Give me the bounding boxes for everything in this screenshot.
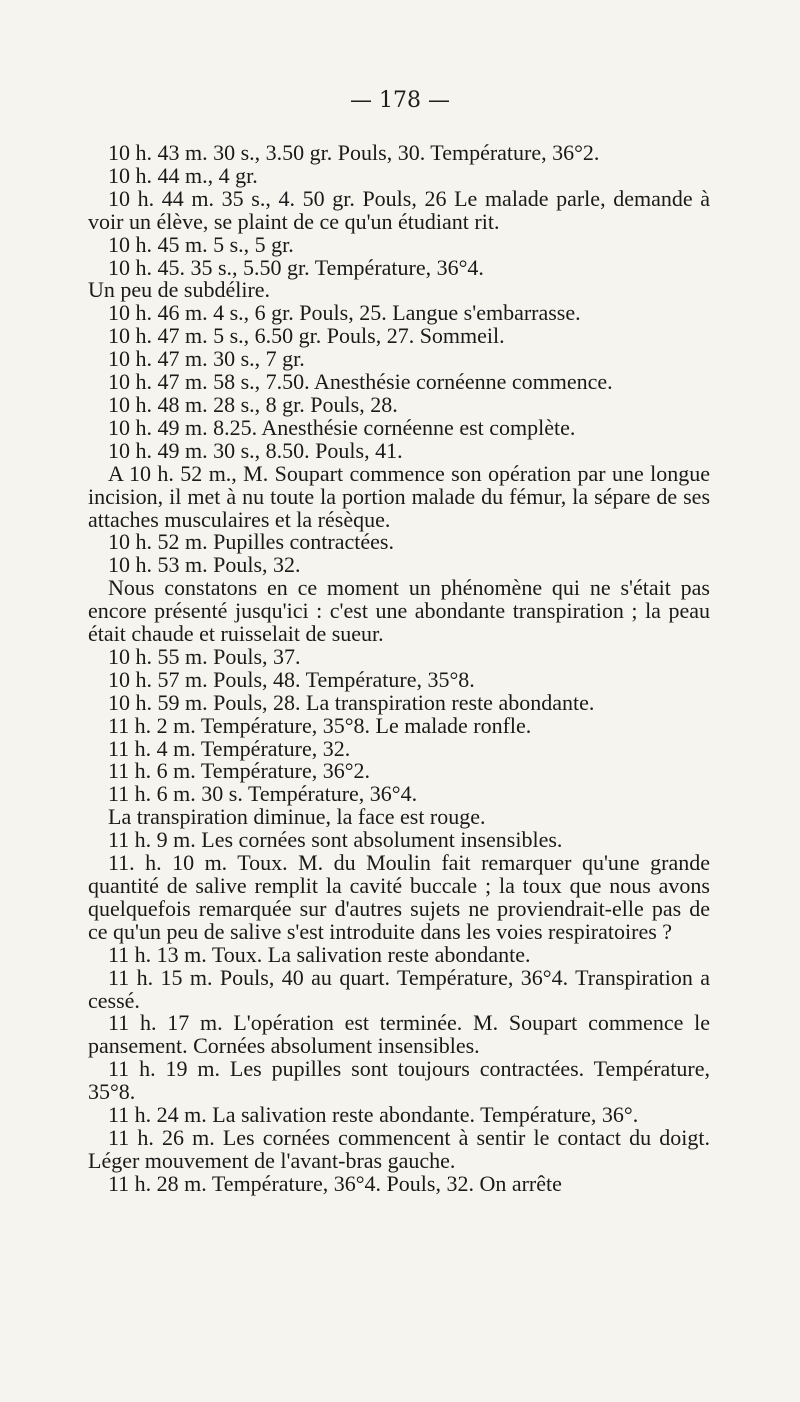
paragraph: 11 h. 4 m. Température, 32. bbox=[108, 735, 351, 761]
paragraph: 10 h. 45 m. 5 s., 5 gr. bbox=[108, 231, 294, 257]
paragraph: La transpiration diminue, la face est rouge. bbox=[108, 804, 486, 830]
paragraph: 10 h. 44 m. 35 s., 4. 50 gr. Pouls, 26 Le malade parle, demande à voir un élève, se plaint de ce qu'un étudiant rit. bbox=[88, 185, 710, 234]
paragraph: 10 h. 55 m. Pouls, 37. bbox=[108, 643, 301, 669]
paragraph: 10 h. 47 m. 58 s., 7.50. Anesthésie cornéenne commence. bbox=[108, 369, 613, 395]
paragraph: 10 h. 53 m. Pouls, 32. bbox=[108, 552, 301, 578]
paragraph: 10 h. 44 m., 4 gr. bbox=[108, 162, 258, 188]
paragraph: 11 h. 9 m. Les cornées sont absolument insensibles. bbox=[108, 827, 563, 853]
paragraph: 11 h. 26 m. Les cornées commencent à sentir le contact du doigt. Léger mouvement de l'avant-bras gauche. bbox=[88, 1124, 710, 1173]
paragraph: 11 h. 6 m. 30 s. Température, 36°4. bbox=[108, 781, 418, 807]
paragraph: 10 h. 57 m. Pouls, 48. Température, 35°8. bbox=[108, 666, 475, 692]
page-number: — 178 — bbox=[350, 88, 450, 113]
paragraph: 11 h. 17 m. L'opération est terminée. M. Soupart commence le pansement. Cornées absolument insensibles. bbox=[88, 1010, 710, 1059]
paragraph: 10 h. 49 m. 8.25. Anesthésie cornéenne est complète. bbox=[108, 414, 576, 440]
paragraph: 10 h. 45. 35 s., 5.50 gr. Température, 36°4. bbox=[108, 254, 484, 280]
paragraph: 10 h. 52 m. Pupilles contractées. bbox=[108, 529, 394, 555]
paragraph: 11 h. 6 m. Température, 36°2. bbox=[108, 758, 371, 784]
paragraph: 10 h. 49 m. 30 s., 8.50. Pouls, 41. bbox=[108, 437, 403, 463]
paragraph: 11. h. 10 m. Toux. M. du Moulin fait remarquer qu'une grande quantité de salive remplit la cavité buccale ; la toux que nous avons quelquefois remarquée sur d'autres sujets ne proviendrait-elle pas de ce qu'un peu de salive s'est introduite dans les voies respiratoires ? bbox=[88, 850, 710, 944]
paragraph: 10 h. 46 m. 4 s., 6 gr. Pouls, 25. Langue s'embarrasse. bbox=[108, 300, 581, 326]
paragraph: 11 h. 13 m. Toux. La salivation reste abondante. bbox=[108, 941, 531, 967]
body-text bbox=[88, 142, 710, 1196]
paragraph: 11 h. 24 m. La salivation reste abondante. Température, 36°. bbox=[108, 1102, 639, 1128]
paragraph: A 10 h. 52 m., M. Soupart commence son opération par une longue incision, il met à nu toute la portion malade du fémur, la sépare de ses attaches musculaires et la résèque. bbox=[88, 460, 710, 532]
paragraph: 11 h. 19 m. Les pupilles sont toujours contractées. Température, 35°8. bbox=[88, 1056, 710, 1105]
paragraph: Un peu de subdélire. bbox=[88, 277, 271, 303]
paragraph: 10 h. 43 m. 30 s., 3.50 gr. Pouls, 30. Température, 36°2. bbox=[108, 140, 600, 165]
paragraph: Nous constatons en ce moment un phénomène qui ne s'était pas encore présenté jusqu'ici : c'est une abondante transpiration ; la peau était chaude et ruisselait de sueur. bbox=[88, 575, 710, 647]
paragraph: 11 h. 15 m. Pouls, 40 au quart. Température, 36°4. Transpiration a cessé. bbox=[88, 964, 710, 1013]
paragraph: 10 h. 47 m. 5 s., 6.50 gr. Pouls, 27. Sommeil. bbox=[108, 323, 505, 349]
paragraph: 10 h. 48 m. 28 s., 8 gr. Pouls, 28. bbox=[108, 391, 398, 417]
paragraph: 10 h. 47 m. 30 s., 7 gr. bbox=[108, 346, 305, 372]
paragraph: 11 h. 28 m. Température, 36°4. Pouls, 32. On arrête bbox=[108, 1170, 562, 1196]
paragraph: 11 h. 2 m. Température, 35°8. Le malade ronfle. bbox=[108, 712, 532, 738]
paragraph: 10 h. 59 m. Pouls, 28. La transpiration reste abondante. bbox=[108, 689, 595, 715]
